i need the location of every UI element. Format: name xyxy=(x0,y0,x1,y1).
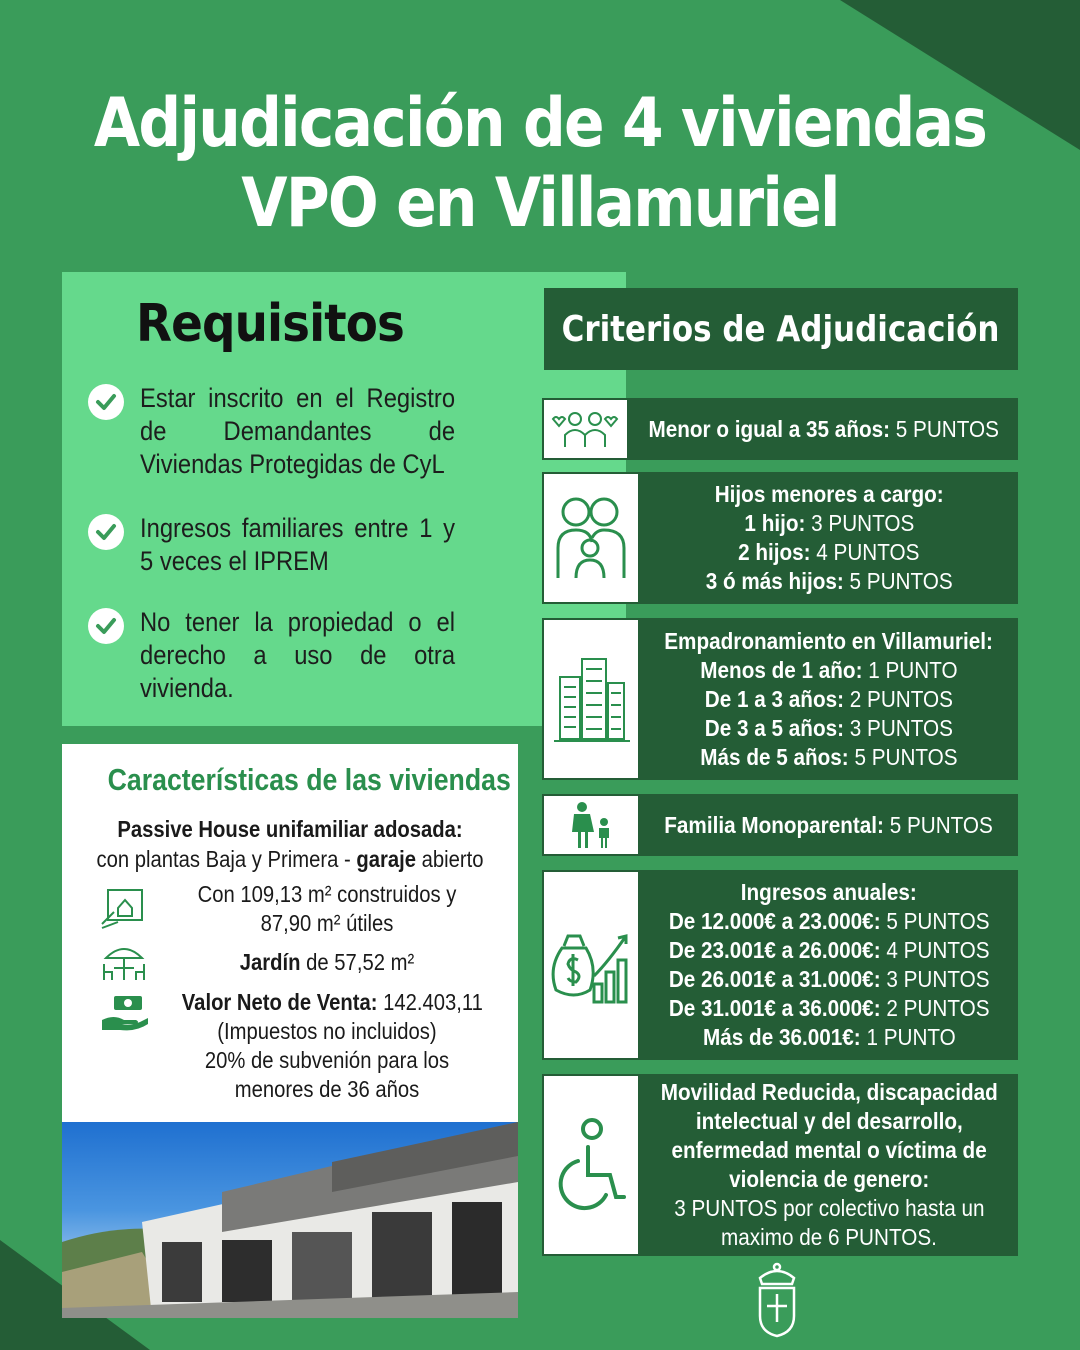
criterio-movilidad: Movilidad Reducida, discapacidad intelectual y del desarrollo, enfermedad mental o víctima de violencia de genero: 3 PUNTOS por colectivo hasta un maximo de 6 PUNTOS. xyxy=(542,1074,1018,1256)
requisito-item: Ingresos familiares entre 1 y 5 veces el IPREM xyxy=(88,512,498,578)
page-title: Adjudicación de 4 viviendas VPO en Villamuriel xyxy=(93,84,987,243)
houses-photo xyxy=(62,1122,518,1318)
floorplan-icon xyxy=(100,886,148,935)
criterio-ingresos: Ingresos anuales: De 12.000€ a 23.000€: 5 PUNTOS De 23.001€ a 26.000€: 4 PUNTOS De 26.001€ a 31.000€: 3 PUNTOS De 31.001€ a 36.000€: 2 PUNTOS Más de 36.001€: 1 PUNTO xyxy=(542,870,1018,1060)
requisitos-heading: Requisitos xyxy=(136,294,404,354)
caracteristicas-panel: Características de las viviendas Passive House unifamiliar adosada: con plantas Baja y Primera - garaje abierto Con 109,13 m² construidos y 87,90 m² útiles Jardín de 57,52 m² Valor Neto de Venta: 142.403,11 (Impuestos no incluidos) 20% de subvenión para los menores de 36 años xyxy=(62,744,518,1318)
check-icon xyxy=(88,514,124,550)
money-growth-icon xyxy=(542,870,640,1060)
housing-type: Passive House unifamiliar adosada: con plantas Baja y Primera - garaje abierto xyxy=(96,816,484,872)
caracteristicas-heading: Características de las viviendas xyxy=(107,762,511,797)
young-people-icon xyxy=(542,398,629,460)
buildings-icon xyxy=(542,618,640,780)
wheelchair-icon xyxy=(542,1074,640,1256)
check-icon xyxy=(88,384,124,420)
family-icon xyxy=(542,472,640,604)
criterio-monoparental: Familia Monoparental: 5 PUNTOS xyxy=(542,794,1018,856)
mother-child-icon xyxy=(542,794,640,856)
criterio-edad: Menor o igual a 35 años: 5 PUNTOS xyxy=(542,398,1018,460)
criterio-hijos: Hijos menores a cargo: 1 hijo: 3 PUNTOS 2 hijos: 4 PUNTOS 3 ó más hijos: 5 PUNTOS xyxy=(542,472,1018,604)
money-hand-icon xyxy=(100,992,150,1037)
criterio-empadronamiento: Empadronamiento en Villamuriel: Menos de 1 año: 1 PUNTO De 1 a 3 años: 2 PUNTOS De 3 a 5 años: 3 PUNTOS Más de 5 años: 5 PUNTOS xyxy=(542,618,1018,780)
check-icon xyxy=(88,608,124,644)
coat-of-arms-icon xyxy=(752,1262,802,1345)
garden-umbrella-icon xyxy=(100,944,148,989)
criterios-heading: Criterios de Adjudicación xyxy=(544,288,1018,370)
requisito-item: No tener la propiedad o el derecho a uso de otra vivienda. xyxy=(88,606,498,705)
requisito-item: Estar inscrito en el Registro de Demandantes de Viviendas Protegidas de CyL xyxy=(88,382,498,481)
